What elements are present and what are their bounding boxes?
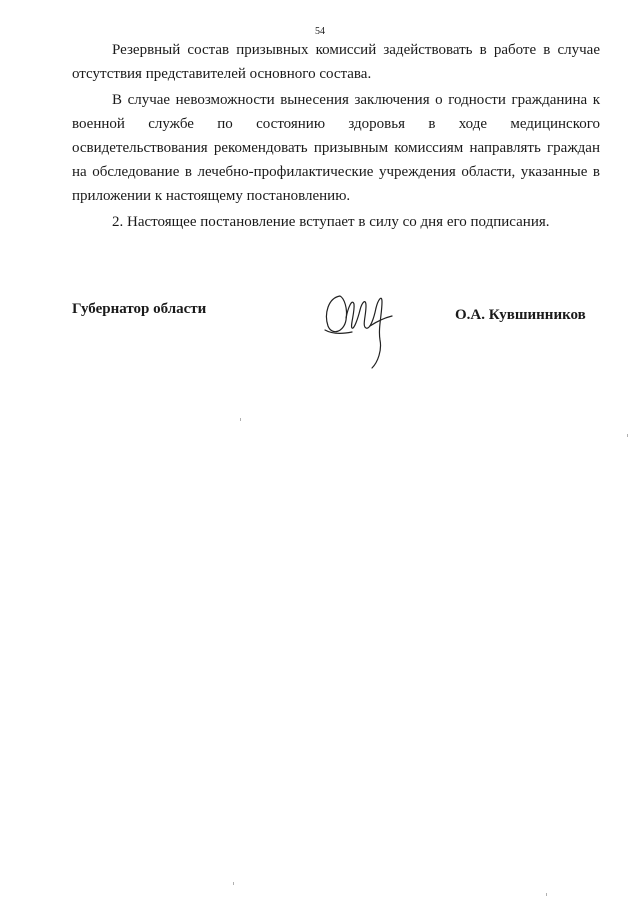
paragraph-reserve-commission: Резервный состав призывных комиссий задействовать в работе в случае отсутствия представителей основного состава. xyxy=(72,42,600,82)
scan-speck xyxy=(627,434,628,437)
scan-speck xyxy=(233,882,234,885)
handwritten-signature-icon xyxy=(322,284,402,372)
scan-speck xyxy=(240,418,241,421)
document-body xyxy=(72,38,600,234)
signatory-title: Губернатор области xyxy=(72,301,207,317)
scan-speck xyxy=(546,893,547,896)
signatory-name: О.А. Кувшинников xyxy=(455,307,586,323)
page-number: 54 xyxy=(315,26,325,37)
paragraph-medical-examination: В случае невозможности вынесения заключения о годности гражданина к военной службе по состоянию здоровья в ходе медицинского освидетельствования рекомендовать призывным комиссиям направлять граждан на обследование в лечебно-профилактические учреждения области, указанные в приложении к настоящему постановлению. xyxy=(72,92,600,204)
paragraph-effective-date: 2. Настоящее постановление вступает в силу со дня его подписания. xyxy=(112,214,550,230)
